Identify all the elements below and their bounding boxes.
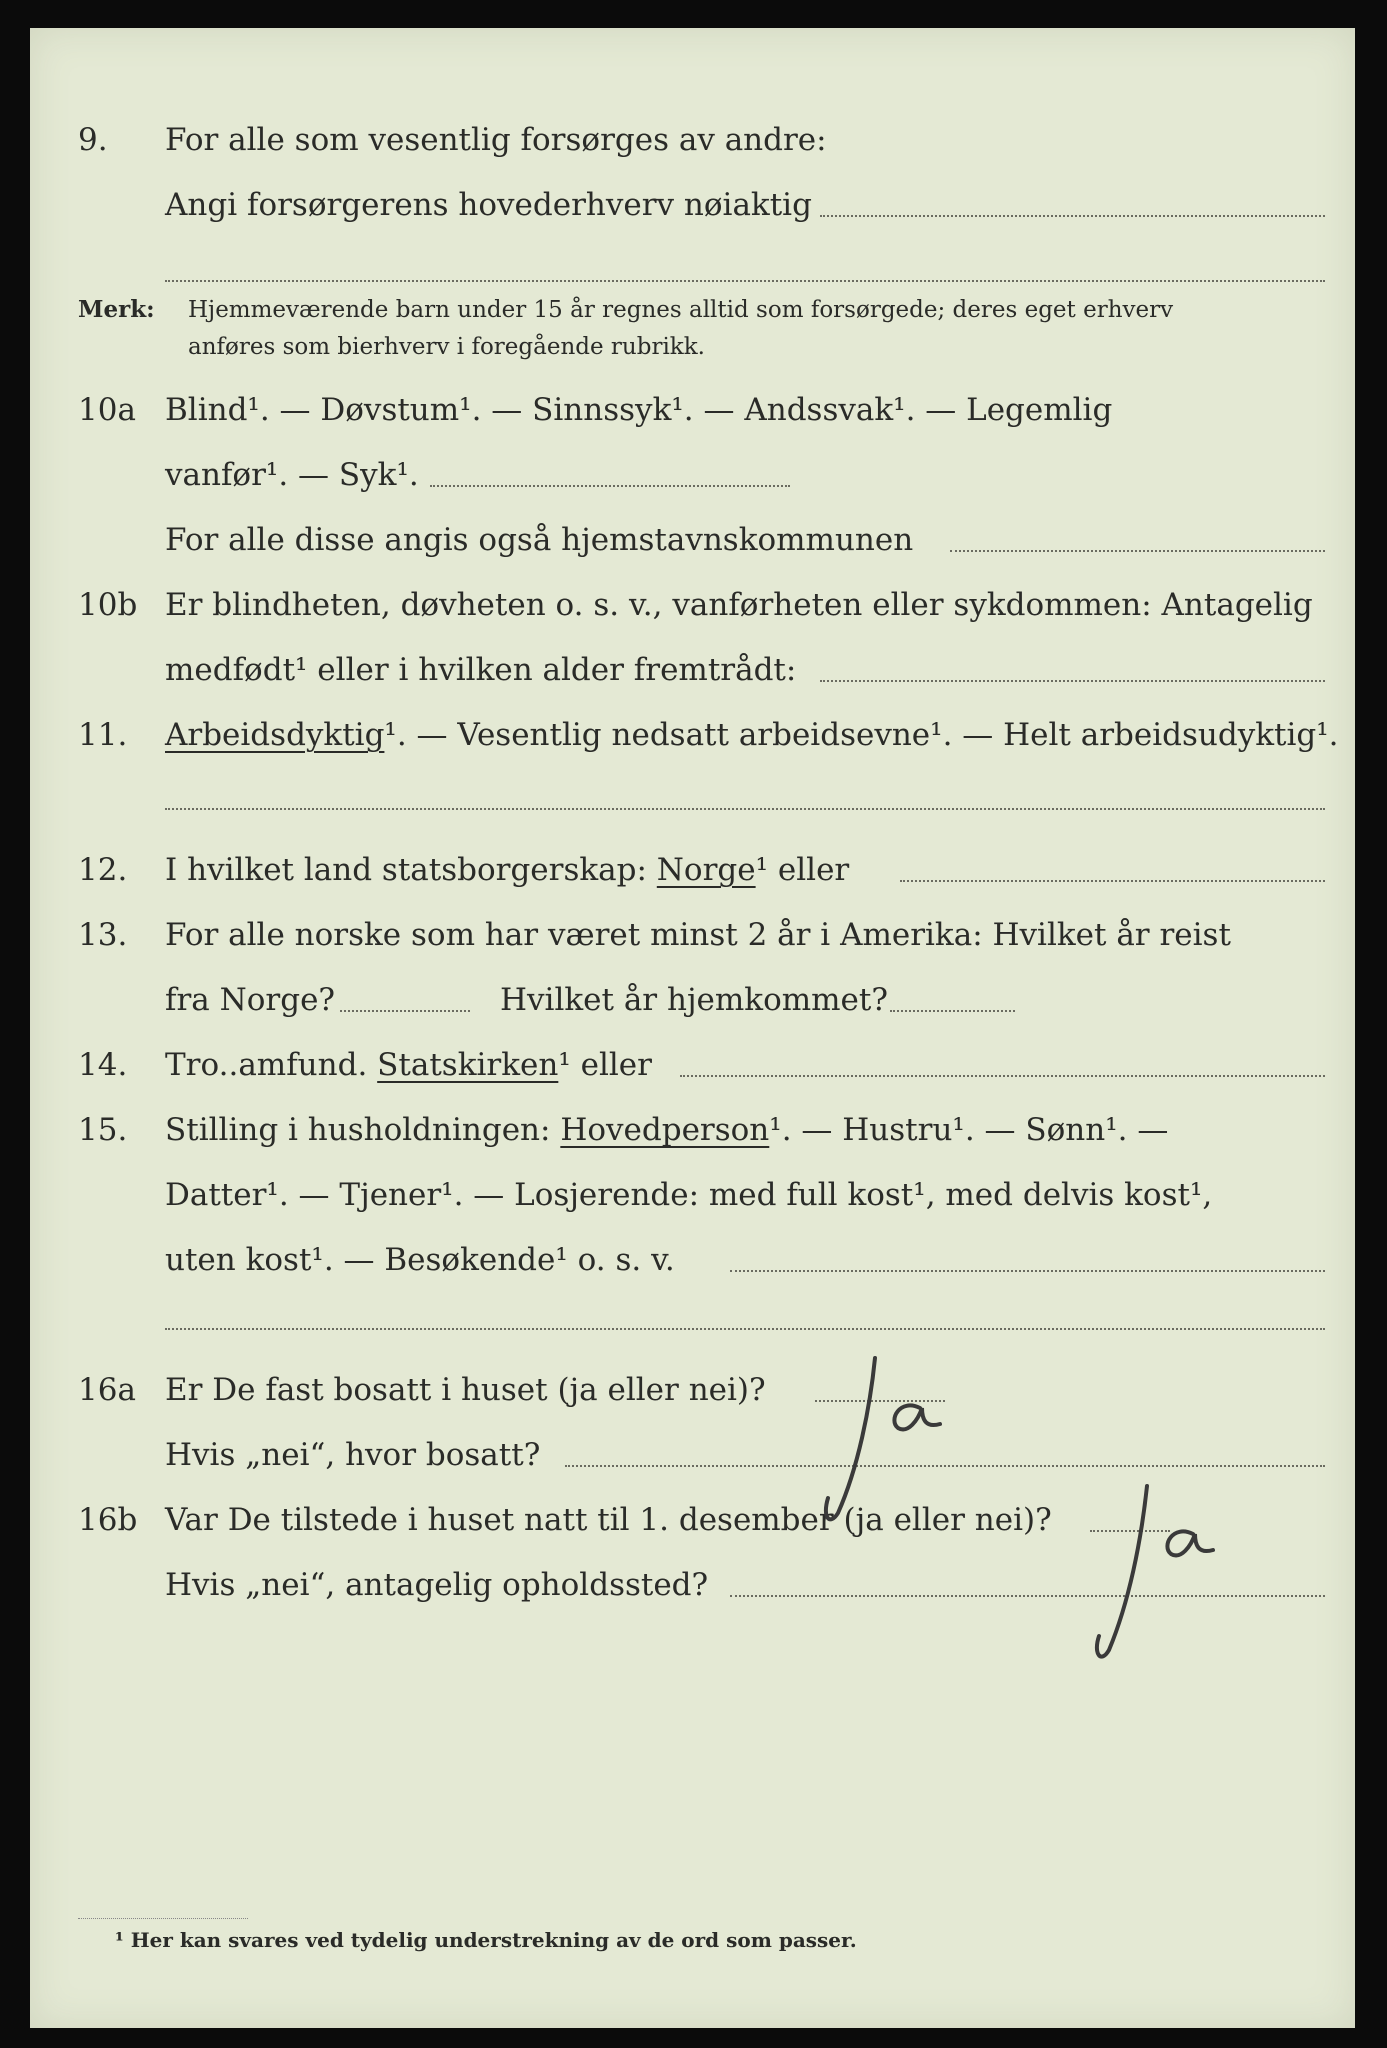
q16a-line2 [30,1431,1355,1479]
q10a-number: 10a [78,392,136,428]
q13-hjemkommet-field[interactable] [890,1010,1015,1012]
q16b-subtext: Hvis „nei“, antagelig opholdssted? [165,1567,709,1603]
q14-eller: ¹ eller [558,1047,652,1083]
q11-number: 11. [78,717,128,753]
q13-hjemkommet-label: Hvilket år hjemkommet? [500,982,888,1018]
q11-answer-rule [165,808,1325,810]
q10a-syk-field[interactable] [430,485,790,487]
q13-line2 [30,976,1355,1024]
q10a-hjemstavn-field[interactable] [950,550,1325,552]
q12-answer-field[interactable] [900,880,1325,882]
q13-number: 13. [78,917,128,953]
q10b-number: 10b [78,587,138,623]
q9-number: 9. [78,122,108,158]
q15-options-line2: Datter¹. — Tjener¹. — Losjerende: med full kost¹, med delvis kost¹, [165,1177,1213,1213]
q10a-line3 [30,516,1355,564]
q12-eller: ¹ eller [755,852,850,888]
q12-text: I hvilket land statsborgerskap: [165,852,647,888]
footnote: ¹ Her kan svares ved tydelig understrekning av de ord som passer. [115,1928,857,1952]
q9-line2 [30,181,1355,229]
q13-reist-field[interactable] [340,1010,470,1012]
q10b-text: Er blindheten, døvheten o. s. v., vanførheten eller sykdommen: Antagelig [165,587,1313,623]
q13-line1 [30,911,1355,959]
q10b-answer-field[interactable] [820,680,1325,682]
q15-option-hovedperson[interactable]: Hovedperson [560,1112,770,1148]
q14-option-statskirken[interactable]: Statskirken [377,1047,559,1083]
q11-line [30,711,1355,759]
q12-option-norge[interactable]: Norge [656,852,756,888]
merk-label: Merk: [78,296,155,323]
q15-line3 [30,1236,1355,1284]
q16b-number: 16b [78,1502,138,1538]
q10a-line1 [30,386,1355,434]
q12-number: 12. [78,852,128,888]
q14-line [30,1041,1355,1089]
q10a-hjemstavn-text: For alle disse angis også hjemstavnskommunen [165,522,914,558]
q10b-line1 [30,581,1355,629]
q9-answer-field[interactable] [820,215,1325,217]
footnote-separator [78,1918,248,1919]
q10b-line2 [30,646,1355,694]
q15-line2 [30,1171,1355,1219]
q15-options: ¹. — Hustru¹. — Sønn¹. — [769,1112,1169,1148]
q9-text: For alle som vesentlig forsørges av andre: [165,122,827,158]
merk-line2: anføres som bierhverv i foregående rubrikk. [188,334,705,360]
q10b-subtext: medfødt¹ eller i hvilken alder fremtrådt: [165,652,797,688]
q11-other-options: ¹. — Vesentlig nedsatt arbeidsevne¹. — Helt arbeidsudyktig¹. [384,717,1339,753]
q16a-line1 [30,1366,1355,1414]
q15-line1 [30,1106,1355,1154]
q9-subtext: Angi forsørgerens hovederhverv nøiaktig [165,187,812,223]
q10a-line2 [30,451,1355,499]
q16a-handwritten-answer [800,1348,970,1528]
q14-answer-field[interactable] [680,1075,1325,1077]
q15-answer-rule [165,1328,1325,1330]
q13-reist-label: fra Norge? [165,982,336,1018]
q9-line1 [30,116,1355,164]
census-form-page [30,28,1355,2028]
q16a-number: 16a [78,1372,136,1408]
merk-line1: Hjemmeværende barn under 15 år regnes alltid som forsørgede; deres eget erhverv [188,297,1174,323]
q11-option-arbeidsdyktig[interactable]: Arbeidsdyktig [165,717,385,753]
q14-text: Tro..amfund. [165,1047,368,1083]
q15-options-line3: uten kost¹. — Besøkende¹ o. s. v. [165,1242,675,1278]
q15-answer-field[interactable] [730,1270,1325,1272]
q9-extra-rule [165,280,1325,282]
q10a-subtext: vanfør¹. — Syk¹. [165,457,419,493]
q15-number: 15. [78,1112,128,1148]
q10a-text: Blind¹. — Døvstum¹. — Sinnssyk¹. — Andssvak¹. — Legemlig [165,392,1113,428]
q13-text: For alle norske som har været minst 2 år i Amerika: Hvilket år reist [165,917,1231,953]
q16b-text: Var De tilstede i huset natt til 1. desember (ja eller nei)? [165,1502,1052,1538]
q16b-handwritten-answer [1075,1478,1245,1668]
q15-text: Stilling i husholdningen: [165,1112,551,1148]
q14-number: 14. [78,1047,128,1083]
q16a-text: Er De fast bosatt i huset (ja eller nei)? [165,1372,766,1408]
q16a-subtext: Hvis „nei“, hvor bosatt? [165,1437,541,1473]
q12-line [30,846,1355,894]
